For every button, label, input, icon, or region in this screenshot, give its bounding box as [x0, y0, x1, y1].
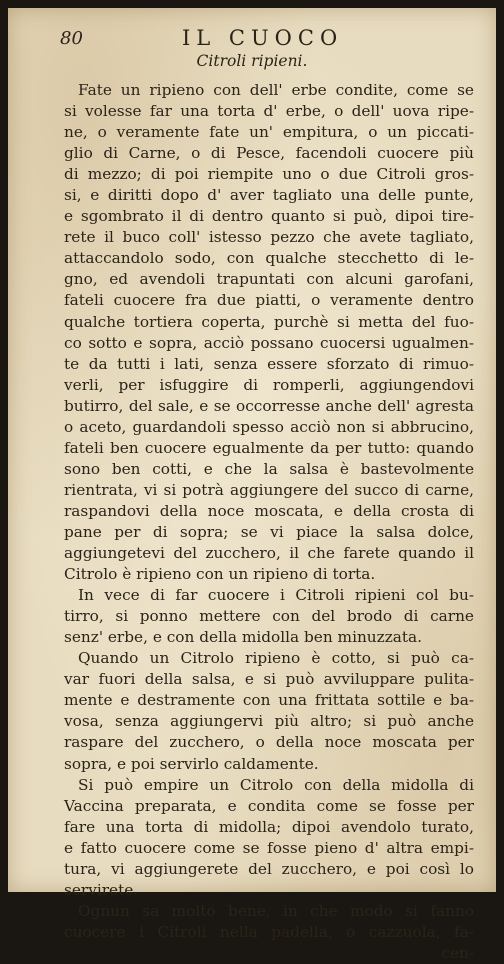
- text-line: In vece di far cuocere i Citroli ripieni col bu-: [78, 586, 474, 605]
- recipe-title: Citroli ripieni.: [196, 52, 308, 70]
- text-line: fateli ben cuocere egualmente da per tutto: quando: [64, 438, 474, 457]
- text-line: Ognun sa molto bene, in che modo si fanno: [78, 901, 474, 920]
- text-line: fateli cuocere fra due piatti, o veramente dentro: [64, 291, 474, 310]
- text-line: raspare del zucchero, o della noce moscata per: [64, 733, 474, 752]
- text-line: tirro, si ponno mettere con del brodo di carne: [64, 607, 474, 626]
- book-page: [8, 8, 496, 962]
- text-line: si volesse far una torta d' erbe, o dell' uova ripe-: [64, 102, 474, 121]
- text-line: di mezzo; di poi riempite uno o due Citroli gros-: [64, 165, 474, 184]
- text-line: te da tutti i lati, senza essere sforzato di rimuo-: [64, 354, 474, 373]
- text-line: verli, per isfuggire di romperli, aggiungendovi: [64, 375, 474, 394]
- text-line: qualche tortiera coperta, purchè si metta del fuo-: [64, 312, 474, 331]
- text-line: var fuori della salsa, e si può avviluppare pulita-: [64, 670, 474, 689]
- text-line: ne, o veramente fate un' empitura, o un piccati-: [64, 123, 474, 142]
- text-line: Si può empire un Citrolo con della midolla di: [78, 775, 474, 794]
- text-line: rientrata, vi si potrà aggiungere del succo di carne,: [64, 480, 474, 499]
- page-number: 80: [60, 28, 83, 49]
- text-line: rete il buco coll' istesso pezzo che avete tagliato,: [64, 228, 474, 247]
- text-line: butirro, del sale, e se occorresse anche dell' agresta: [64, 396, 474, 415]
- text-line: gno, ed avendoli trapuntati con alcuni garofani,: [64, 270, 474, 289]
- text-line: tura, vi aggiungerete del zucchero, e poi così lo: [64, 859, 474, 878]
- text-line: e fatto cuocere come se fosse pieno d' altra empi-: [64, 838, 474, 857]
- text-line: mente e destramente con una frittata sottile e ba-: [64, 691, 474, 710]
- page-body-text: [64, 80, 474, 964]
- text-line: servirete.: [64, 880, 139, 899]
- text-line: Vaccina preparata, e condita come se fosse per: [64, 796, 474, 815]
- text-line: fare una torta di midolla; dipoi avendolo turato,: [64, 817, 474, 836]
- text-line: si, e diritti dopo d' aver tagliato una delle punte,: [64, 186, 474, 205]
- running-title: IL CUOCO: [182, 26, 344, 50]
- text-line: attaccandolo sodo, con qualche stecchetto di le-: [64, 249, 474, 268]
- text-line: Fate un ripieno con dell' erbe condite, come se: [78, 81, 474, 99]
- text-line: co sotto e sopra, acciò possano cuocersi ugualmen-: [64, 333, 474, 352]
- text-line: glio di Carne, o di Pesce, facendoli cuocere più: [64, 144, 474, 163]
- text-line: pane per di sopra; se vi piace la salsa dolce,: [64, 522, 474, 541]
- text-line: vosa, senza aggiungervi più altro; si può anche: [64, 712, 474, 731]
- text-line: e sgombrato il di dentro quanto si può, dipoi tire-: [64, 207, 474, 226]
- text-line: o aceto, guardandoli spesso acciò non si abbrucino,: [64, 417, 474, 436]
- text-line: aggiungetevi del zucchero, il che farete quando il: [64, 544, 474, 563]
- text-line: sopra, e poi servirlo caldamente.: [64, 754, 319, 773]
- text-line: Quando un Citrolo ripieno è cotto, si può ca-: [78, 649, 474, 668]
- text-line: Citrolo è ripieno con un ripieno di torta.: [64, 565, 376, 584]
- page-header: [60, 24, 470, 54]
- text-line: raspandovi della noce moscata, e della crosta di: [64, 501, 474, 520]
- text-line: cuocere i Citroli nella padella, o cazzuola, fa-: [64, 922, 474, 941]
- text-line: sono ben cotti, e che la salsa è bastevolmente: [64, 459, 474, 478]
- text-line: senz' erbe, e con della midolla ben minuzzata.: [64, 628, 423, 647]
- text-line: cen-: [441, 943, 474, 962]
